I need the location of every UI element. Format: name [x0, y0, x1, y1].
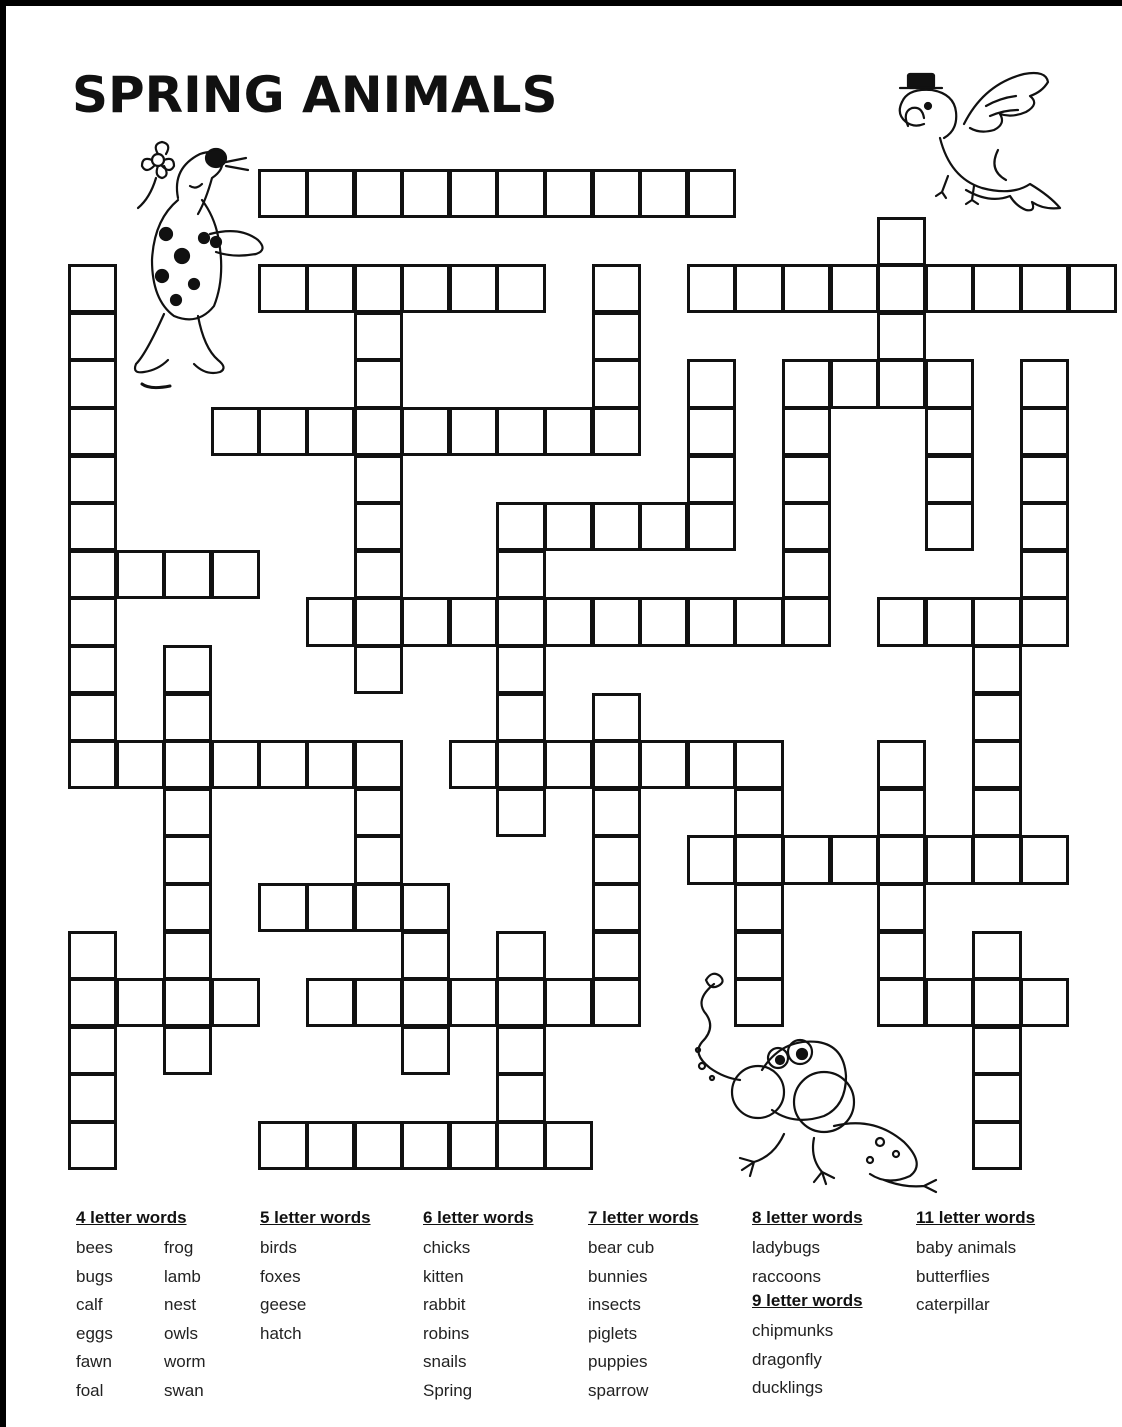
- crossword-cell[interactable]: [496, 645, 545, 694]
- crossword-cell[interactable]: [496, 1121, 545, 1170]
- crossword-cell[interactable]: [306, 407, 355, 456]
- crossword-cell[interactable]: [592, 597, 641, 646]
- crossword-cell[interactable]: [163, 788, 212, 837]
- crossword-cell[interactable]: [592, 835, 641, 884]
- crossword-cell[interactable]: [972, 835, 1021, 884]
- crossword-cell[interactable]: [401, 883, 450, 932]
- crossword-cell[interactable]: [496, 550, 545, 599]
- word: insects: [588, 1295, 641, 1314]
- crossword-cell[interactable]: [68, 1026, 117, 1075]
- word-list-7: [588, 1208, 699, 1405]
- crossword-cell[interactable]: [877, 788, 926, 837]
- crossword-cell[interactable]: [830, 359, 879, 408]
- crossword-cell[interactable]: [163, 978, 212, 1027]
- bird-icon: [888, 66, 1074, 224]
- word: worm: [164, 1352, 206, 1371]
- crossword-cell[interactable]: [401, 931, 450, 980]
- crossword-cell[interactable]: [592, 407, 641, 456]
- crossword-cell[interactable]: [449, 978, 498, 1027]
- crossword-cell[interactable]: [544, 740, 593, 789]
- crossword-cell[interactable]: [496, 978, 545, 1027]
- crossword-cell[interactable]: [782, 407, 831, 456]
- word: swan: [164, 1380, 204, 1400]
- word: baby animals: [916, 1238, 1017, 1257]
- crossword-cell[interactable]: [401, 1121, 450, 1170]
- crossword-cell[interactable]: [544, 502, 593, 551]
- word-column: [164, 1234, 252, 1405]
- word-list-heading: 4 letter words: [76, 1208, 187, 1227]
- word: sparrow: [588, 1380, 649, 1400]
- word: snails: [423, 1352, 467, 1371]
- top-border: [0, 0, 1122, 6]
- crossword-cell[interactable]: [306, 740, 355, 789]
- word-list-heading: 11 letter words: [916, 1208, 1036, 1227]
- crossword-cell[interactable]: [496, 740, 545, 789]
- crossword-cell[interactable]: [592, 931, 641, 980]
- crossword-cell[interactable]: [163, 931, 212, 980]
- word: bear cub: [588, 1238, 655, 1257]
- crossword-cell[interactable]: [687, 359, 736, 408]
- crossword-cell[interactable]: [258, 407, 307, 456]
- crossword-cell[interactable]: [1068, 264, 1117, 313]
- word-column: [588, 1234, 699, 1405]
- crossword-cell[interactable]: [354, 883, 403, 932]
- crossword-cell[interactable]: [306, 597, 355, 646]
- crossword-cell[interactable]: [306, 883, 355, 932]
- crossword-cell[interactable]: [972, 1026, 1021, 1075]
- crossword-cell[interactable]: [401, 597, 450, 646]
- crossword-cell[interactable]: [68, 550, 117, 599]
- crossword-cell[interactable]: [782, 835, 831, 884]
- crossword-cell[interactable]: [687, 455, 736, 504]
- word-list-8-9: [752, 1208, 863, 1403]
- crossword-cell[interactable]: [972, 1121, 1021, 1170]
- crossword-cell[interactable]: [830, 835, 879, 884]
- word: piglets: [588, 1323, 638, 1343]
- word: owls: [164, 1323, 199, 1343]
- crossword-cell[interactable]: [496, 169, 545, 218]
- crossword-cell[interactable]: [972, 1073, 1021, 1122]
- crossword-cell[interactable]: [68, 597, 117, 646]
- crossword-cell[interactable]: [925, 502, 974, 551]
- word: fawn: [76, 1352, 112, 1371]
- crossword-cell[interactable]: [544, 978, 593, 1027]
- crossword-cell[interactable]: [68, 264, 117, 313]
- crossword-cell[interactable]: [925, 835, 974, 884]
- crossword-cell[interactable]: [354, 597, 403, 646]
- crossword-cell[interactable]: [306, 978, 355, 1027]
- crossword-cell[interactable]: [592, 978, 641, 1027]
- word-list-heading: 9 letter words: [752, 1291, 863, 1310]
- crossword-cell[interactable]: [68, 693, 117, 742]
- word: kitten: [423, 1266, 464, 1286]
- word: eggs: [76, 1323, 113, 1343]
- crossword-cell[interactable]: [496, 693, 545, 742]
- crossword-cell[interactable]: [354, 835, 403, 884]
- word-column: [76, 1234, 164, 1405]
- crossword-cell[interactable]: [544, 597, 593, 646]
- crossword-cell[interactable]: [687, 597, 736, 646]
- word: butterflies: [916, 1266, 990, 1286]
- crossword-cell[interactable]: [734, 835, 783, 884]
- crossword-cell[interactable]: [163, 693, 212, 742]
- word-column: [423, 1234, 534, 1405]
- crossword-cell[interactable]: [972, 693, 1021, 742]
- crossword-cell[interactable]: [163, 1026, 212, 1075]
- crossword-cell[interactable]: [687, 835, 736, 884]
- crossword-cell[interactable]: [163, 835, 212, 884]
- crossword-cell[interactable]: [354, 740, 403, 789]
- crossword-cell[interactable]: [354, 359, 403, 408]
- page-title: SPRING ANIMALS: [72, 66, 558, 124]
- word: chicks: [423, 1238, 471, 1257]
- crossword-cell[interactable]: [354, 407, 403, 456]
- crossword-cell[interactable]: [354, 645, 403, 694]
- crossword-cell[interactable]: [877, 359, 926, 408]
- crossword-cell[interactable]: [258, 740, 307, 789]
- crossword-cell[interactable]: [782, 597, 831, 646]
- word: bees: [76, 1238, 113, 1257]
- crossword-cell[interactable]: [972, 264, 1021, 313]
- word-column: [916, 1234, 1035, 1320]
- crossword-cell[interactable]: [734, 264, 783, 313]
- crossword-cell[interactable]: [68, 645, 117, 694]
- word-list-4: [76, 1208, 252, 1405]
- crossword-cell[interactable]: [449, 169, 498, 218]
- crossword-cell[interactable]: [972, 740, 1021, 789]
- crossword-cell[interactable]: [972, 788, 1021, 837]
- crossword-cell[interactable]: [639, 740, 688, 789]
- crossword-cell[interactable]: [449, 264, 498, 313]
- crossword-cell[interactable]: [354, 455, 403, 504]
- crossword-cell[interactable]: [449, 1121, 498, 1170]
- word: geese: [260, 1295, 307, 1314]
- crossword-cell[interactable]: [687, 407, 736, 456]
- crossword-cell[interactable]: [687, 169, 736, 218]
- crossword-cell[interactable]: [68, 1121, 117, 1170]
- crossword-cell[interactable]: [68, 1073, 117, 1122]
- crossword-cell[interactable]: [306, 169, 355, 218]
- word: robins: [423, 1323, 470, 1343]
- crossword-cell[interactable]: [592, 693, 641, 742]
- crossword-cell[interactable]: [354, 312, 403, 361]
- crossword-cell[interactable]: [496, 1073, 545, 1122]
- crossword-cell[interactable]: [592, 169, 641, 218]
- crossword-cell[interactable]: [925, 264, 974, 313]
- crossword-cell[interactable]: [68, 407, 117, 456]
- crossword-cell[interactable]: [496, 407, 545, 456]
- crossword-cell[interactable]: [354, 550, 403, 599]
- word-list-heading: 6 letter words: [423, 1208, 534, 1227]
- crossword-cell[interactable]: [782, 264, 831, 313]
- crossword-cell[interactable]: [592, 740, 641, 789]
- crossword-cell[interactable]: [116, 550, 165, 599]
- crossword-cell[interactable]: [496, 931, 545, 980]
- crossword-cell[interactable]: [1020, 597, 1069, 646]
- dalmatian-dog-icon: [118, 138, 278, 400]
- crossword-cell[interactable]: [401, 169, 450, 218]
- crossword-cell[interactable]: [211, 740, 260, 789]
- crossword-cell[interactable]: [925, 407, 974, 456]
- crossword-cell[interactable]: [877, 835, 926, 884]
- word-column: [752, 1317, 863, 1403]
- word: birds: [260, 1238, 297, 1257]
- crossword-cell[interactable]: [1020, 407, 1069, 456]
- word: foxes: [260, 1266, 301, 1286]
- crossword-cell[interactable]: [734, 883, 783, 932]
- word: dragonfly: [752, 1349, 822, 1369]
- crossword-cell[interactable]: [592, 312, 641, 361]
- crossword-cell[interactable]: [68, 978, 117, 1027]
- crossword-cell[interactable]: [401, 978, 450, 1027]
- crossword-cell[interactable]: [972, 931, 1021, 980]
- crossword-cell[interactable]: [639, 169, 688, 218]
- word: Spring: [423, 1380, 473, 1400]
- crossword-cell[interactable]: [925, 455, 974, 504]
- word: lamb: [164, 1266, 201, 1286]
- crossword-cell[interactable]: [258, 1121, 307, 1170]
- crossword-cell[interactable]: [1020, 455, 1069, 504]
- crossword-cell[interactable]: [211, 550, 260, 599]
- crossword-cell[interactable]: [163, 883, 212, 932]
- crossword-cell[interactable]: [592, 502, 641, 551]
- crossword-cell[interactable]: [782, 550, 831, 599]
- crossword-cell[interactable]: [449, 597, 498, 646]
- crossword-cell[interactable]: [1020, 359, 1069, 408]
- crossword-cell[interactable]: [592, 788, 641, 837]
- word: puppies: [588, 1352, 648, 1371]
- crossword-cell[interactable]: [354, 264, 403, 313]
- word-column: [752, 1234, 863, 1291]
- crossword-cell[interactable]: [592, 264, 641, 313]
- crossword-cell[interactable]: [116, 740, 165, 789]
- crossword-cell[interactable]: [544, 169, 593, 218]
- word: caterpillar: [916, 1295, 990, 1314]
- crossword-cell[interactable]: [354, 978, 403, 1027]
- crossword-cell[interactable]: [354, 1121, 403, 1170]
- crossword-cell[interactable]: [449, 407, 498, 456]
- crossword-cell[interactable]: [544, 407, 593, 456]
- crossword-cell[interactable]: [972, 978, 1021, 1027]
- word-list-11: [916, 1208, 1035, 1320]
- crossword-cell[interactable]: [782, 359, 831, 408]
- crossword-cell[interactable]: [639, 502, 688, 551]
- word: raccoons: [752, 1266, 821, 1286]
- crossword-cell[interactable]: [592, 883, 641, 932]
- crossword-cell[interactable]: [211, 978, 260, 1027]
- crossword-cell[interactable]: [496, 597, 545, 646]
- word-list-heading: 8 letter words: [752, 1208, 863, 1227]
- crossword-cell[interactable]: [1020, 978, 1069, 1027]
- frog-icon: [684, 966, 940, 1206]
- crossword-cell[interactable]: [925, 597, 974, 646]
- word-list-6: [423, 1208, 534, 1405]
- word: foal: [76, 1380, 104, 1400]
- word: calf: [76, 1295, 103, 1314]
- crossword-cell[interactable]: [830, 264, 879, 313]
- word: chipmunks: [752, 1321, 834, 1340]
- crossword-cell[interactable]: [782, 502, 831, 551]
- word: ducklings: [752, 1378, 823, 1397]
- crossword-cell[interactable]: [782, 455, 831, 504]
- crossword-cell[interactable]: [496, 264, 545, 313]
- crossword-cell[interactable]: [163, 645, 212, 694]
- crossword-cell[interactable]: [972, 597, 1021, 646]
- crossword-cell[interactable]: [877, 312, 926, 361]
- word: nest: [164, 1295, 197, 1314]
- crossword-cell[interactable]: [877, 883, 926, 932]
- crossword-cell[interactable]: [68, 502, 117, 551]
- crossword-cell[interactable]: [354, 169, 403, 218]
- crossword-cell[interactable]: [163, 740, 212, 789]
- crossword-cell[interactable]: [925, 359, 974, 408]
- crossword-cell[interactable]: [972, 645, 1021, 694]
- crossword-cell[interactable]: [496, 788, 545, 837]
- crossword-cell[interactable]: [401, 407, 450, 456]
- crossword-cell[interactable]: [1020, 264, 1069, 313]
- crossword-cell[interactable]: [116, 978, 165, 1027]
- crossword-cell[interactable]: [449, 740, 498, 789]
- crossword-cell[interactable]: [68, 740, 117, 789]
- crossword-cell[interactable]: [734, 788, 783, 837]
- crossword-cell[interactable]: [734, 597, 783, 646]
- crossword-cell[interactable]: [1020, 502, 1069, 551]
- crossword-cell[interactable]: [877, 597, 926, 646]
- crossword-cell[interactable]: [877, 264, 926, 313]
- crossword-cell[interactable]: [639, 597, 688, 646]
- crossword-cell[interactable]: [306, 264, 355, 313]
- crossword-cell[interactable]: [68, 359, 117, 408]
- crossword-cell[interactable]: [306, 1121, 355, 1170]
- crossword-cell[interactable]: [401, 264, 450, 313]
- word: bunnies: [588, 1266, 648, 1286]
- word: bugs: [76, 1266, 113, 1286]
- crossword-cell[interactable]: [68, 312, 117, 361]
- crossword-cell[interactable]: [354, 788, 403, 837]
- word-list-5: [260, 1208, 371, 1348]
- crossword-cell[interactable]: [68, 931, 117, 980]
- word: frog: [164, 1238, 194, 1257]
- word: hatch: [260, 1323, 302, 1343]
- word: rabbit: [423, 1295, 466, 1314]
- crossword-cell[interactable]: [163, 550, 212, 599]
- crossword-cell[interactable]: [687, 502, 736, 551]
- crossword-cell[interactable]: [401, 1026, 450, 1075]
- word-list-heading: 7 letter words: [588, 1208, 699, 1227]
- crossword-cell[interactable]: [1020, 835, 1069, 884]
- crossword-cell[interactable]: [354, 502, 403, 551]
- crossword-cell[interactable]: [687, 264, 736, 313]
- crossword-cell[interactable]: [496, 1026, 545, 1075]
- crossword-cell[interactable]: [592, 359, 641, 408]
- crossword-cell[interactable]: [734, 740, 783, 789]
- crossword-cell[interactable]: [544, 1121, 593, 1170]
- crossword-cell[interactable]: [258, 883, 307, 932]
- crossword-cell[interactable]: [211, 407, 260, 456]
- word-list-heading: 5 letter words: [260, 1208, 371, 1227]
- crossword-cell[interactable]: [877, 740, 926, 789]
- left-border: [0, 0, 6, 1427]
- crossword-cell[interactable]: [496, 502, 545, 551]
- word: ladybugs: [752, 1238, 821, 1257]
- crossword-cell[interactable]: [68, 455, 117, 504]
- word-column: [260, 1234, 371, 1348]
- crossword-cell[interactable]: [687, 740, 736, 789]
- crossword-cell[interactable]: [1020, 550, 1069, 599]
